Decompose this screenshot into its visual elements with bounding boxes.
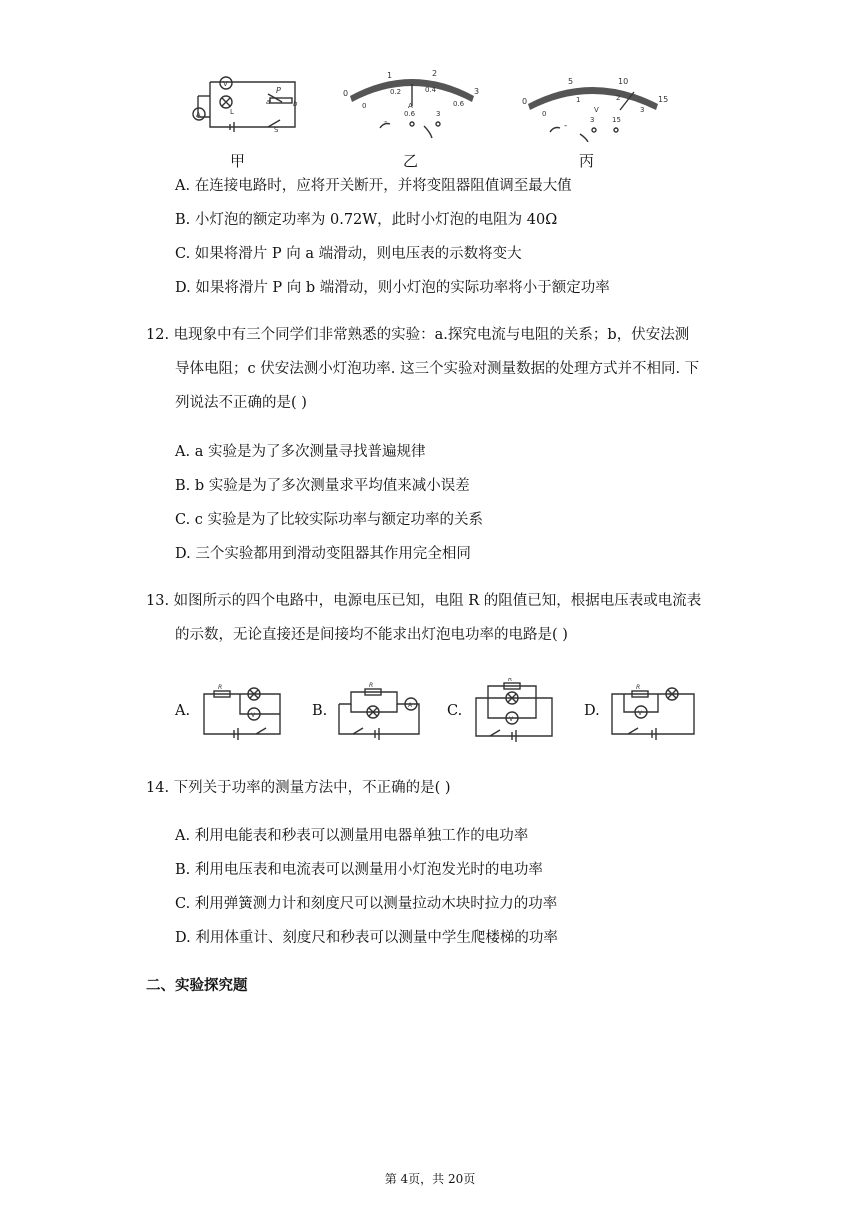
end-label-b: b xyxy=(293,100,298,108)
q14-option-d: D. 利用体重计、刻度尺和秒表可以测量中学生爬楼梯的功率 xyxy=(175,930,558,946)
figure-ammeter-dial xyxy=(340,62,485,140)
q14-stem: 14. 下列关于功率的测量方法中，不正确的是( ) xyxy=(146,780,451,796)
q11-option-b: B. 小灯泡的额定功率为 0.72W，此时小灯泡的电阻为 40Ω xyxy=(175,212,558,228)
q14-option-c: C. 利用弹簧测力计和刻度尺可以测量拉动木块时拉力的功率 xyxy=(175,896,558,912)
lamp-label: L xyxy=(230,108,234,116)
q12-stem-line-1: 12. 电现象中有三个同学们非常熟悉的实验：a.探究电流与电阻的关系；b，伏安法测 xyxy=(146,327,690,343)
q12-option-d: D. 三个实验都用到滑动变阻器其作用完全相同 xyxy=(175,546,471,562)
ammeter-symbol: A xyxy=(196,111,201,119)
q12-option-b: B. b 实验是为了多次测量求平均值来减小误差 xyxy=(175,478,470,494)
ammeter-tick-0: 0 xyxy=(343,89,349,98)
voltmeter-tick-15: 15 xyxy=(658,95,669,104)
voltmeter-symbol: V xyxy=(223,80,228,88)
q11-option-d: D. 如果将滑片 P 向 b 端滑动，则小灯泡的实际功率将小于额定功率 xyxy=(175,280,610,296)
q13-circuit-b xyxy=(335,682,427,740)
ammeter-small-02: 0.2 xyxy=(390,88,402,96)
end-label-a: a xyxy=(266,98,271,106)
q11-option-a: A. 在连接电路时，应将开关断开，并将变阻器阻值调至最大值 xyxy=(175,178,572,194)
q13-d-meter-label: V xyxy=(638,710,643,717)
voltmeter-small-2: 2 xyxy=(616,94,621,102)
q12-option-c: C. c 实验是为了比较实际功率与额定功率的关系 xyxy=(175,512,484,528)
q13-circuit-label-b: B. xyxy=(312,703,328,719)
q13-stem-line-1: 13. 如图所示的四个电路中，电源电压已知，电阻 R 的阻值已知，根据电压表或电流表 xyxy=(146,593,702,609)
voltmeter-terminal-neg: - xyxy=(564,121,568,131)
ammeter-tick-3: 3 xyxy=(474,87,480,96)
q13-d-resistor-label: R xyxy=(636,684,641,691)
figure-voltmeter-dial xyxy=(520,72,670,142)
q14-option-a: A. 利用电能表和秒表可以测量用电器单独工作的电功率 xyxy=(175,828,529,844)
ammeter-tick-2: 2 xyxy=(432,69,438,78)
q14-option-b: B. 利用电压表和电流表可以测量用小灯泡发光时的电功率 xyxy=(175,862,543,878)
q13-circuit-d xyxy=(608,682,698,740)
q13-b-meter-label: A xyxy=(408,702,413,709)
ammeter-small-06: 0.6 xyxy=(453,100,465,108)
q13-circuit-label-a: A. xyxy=(175,703,191,719)
q12-stem-line-2: 导体电阻；c 伏安法测小灯泡功率. 这三个实验对测量数据的处理方式并不相同. 下 xyxy=(175,361,700,377)
q13-stem-line-2: 的示数，无论直接还是间接均不能求出灯泡电功率的电路是( ) xyxy=(175,627,568,643)
q13-circuit-label-d: D. xyxy=(584,703,600,719)
ammeter-terminal-3: 3 xyxy=(436,110,441,118)
ammeter-tick-1: 1 xyxy=(387,71,393,80)
section-title: 二、实验探究题 xyxy=(146,977,248,994)
ammeter-terminal-06: 0.6 xyxy=(404,110,416,118)
slider-label-p: P xyxy=(276,86,281,95)
q12-stem-line-3: 列说法不正确的是( ) xyxy=(175,395,307,411)
voltmeter-terminal-15: 15 xyxy=(612,116,621,124)
voltmeter-small-0: 0 xyxy=(542,110,547,118)
figure-label-yi: 乙 xyxy=(403,152,419,170)
q13-a-resistor-label: R xyxy=(218,684,223,691)
figure-circuit-jia xyxy=(190,72,305,134)
voltmeter-small-3: 3 xyxy=(640,106,645,114)
q13-c-resistor-label: R xyxy=(508,678,513,683)
ammeter-terminal-neg: - xyxy=(384,117,388,127)
figure-label-jia: 甲 xyxy=(230,152,246,170)
voltmeter-small-1: 1 xyxy=(576,96,581,104)
q13-b-resistor-label: R xyxy=(369,682,374,689)
voltmeter-unit: V xyxy=(594,106,599,114)
ammeter-small-04: 0.4 xyxy=(425,86,437,94)
voltmeter-tick-0: 0 xyxy=(522,97,528,106)
ammeter-small-0: 0 xyxy=(362,102,367,110)
voltmeter-terminal-3: 3 xyxy=(590,116,595,124)
page-footer: 第 4页，共 20页 xyxy=(384,1172,476,1186)
q12-option-a: A. a 实验是为了多次测量寻找普遍规律 xyxy=(175,444,426,460)
q11-option-c: C. 如果将滑片 P 向 a 端滑动，则电压表的示数将变大 xyxy=(175,246,522,262)
voltmeter-tick-10: 10 xyxy=(618,77,629,86)
q13-circuit-c xyxy=(472,678,556,744)
switch-label: S xyxy=(274,126,279,134)
q13-circuit-label-c: C. xyxy=(447,703,463,719)
voltmeter-tick-5: 5 xyxy=(568,77,574,86)
figure-label-bing: 丙 xyxy=(579,152,595,170)
q13-circuit-a xyxy=(200,682,284,740)
ammeter-unit: A xyxy=(408,102,413,110)
q13-a-meter-label: V xyxy=(251,712,256,719)
q13-c-meter-label: V xyxy=(509,716,514,723)
